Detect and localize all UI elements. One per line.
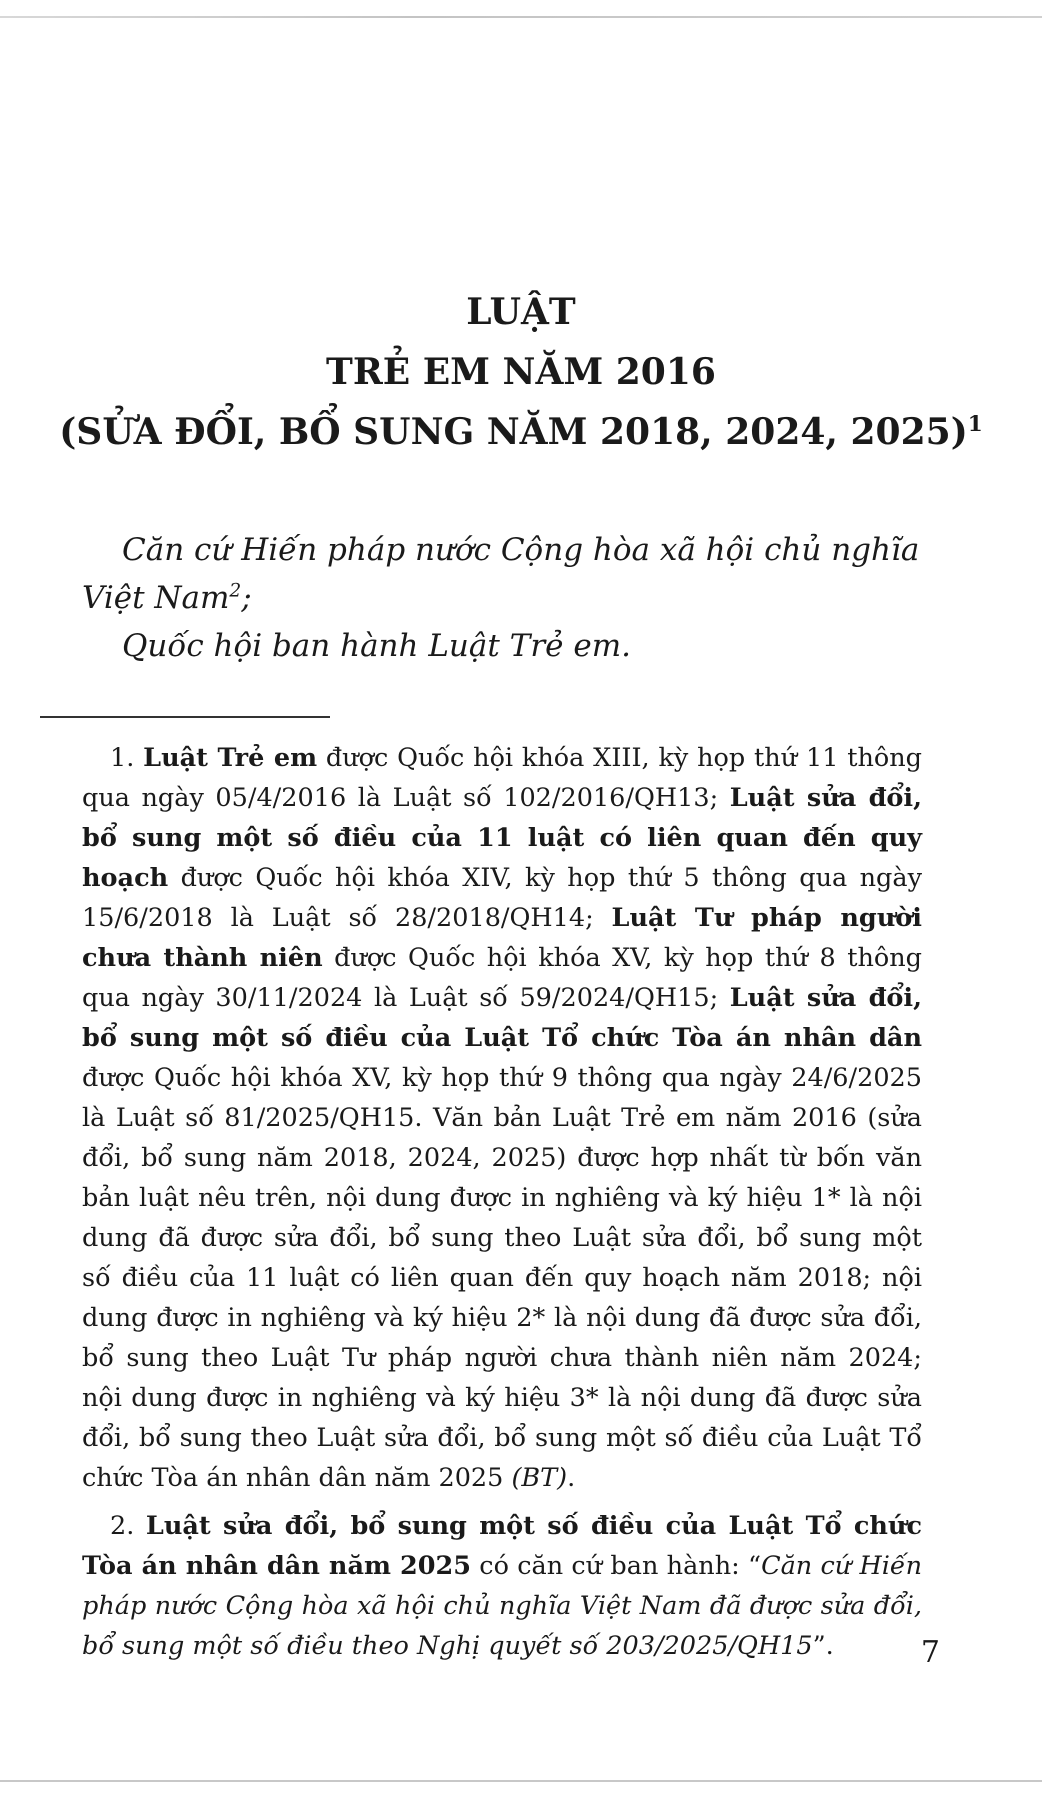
footnote-1 [82, 738, 922, 1498]
title-line-2: TRẺ EM NĂM 2016 [326, 351, 716, 393]
footnote-1-italic: (BT) [511, 1463, 568, 1493]
law-title [40, 282, 1002, 462]
footnote-1-bold-3: Luật Tư pháp người chưa thành niên [82, 903, 922, 973]
footnote-2-text-2: ”. [812, 1631, 834, 1661]
footnote-separator [40, 716, 330, 718]
footnote-ref-1: 1 [967, 412, 983, 437]
footnote-1-bold-1: Luật Trẻ em [143, 743, 318, 773]
footnote-2-bold: Luật sửa đổi, bổ sung một số điều của Luật Tổ chức Tòa án nhân dân năm 2025 [82, 1511, 923, 1581]
page-number: 7 [920, 1635, 940, 1670]
footnote-1-text-2: được Quốc hội khóa XIV, kỳ họp thứ 5 thông qua ngày 15/6/2018 là Luật số 28/2018/QH14; [82, 863, 922, 933]
footnote-2 [82, 1506, 922, 1666]
footnotes [82, 738, 922, 1674]
footnote-ref-2: 2 [229, 580, 242, 602]
footnote-2-number: 2. [110, 1511, 146, 1541]
footnote-1-text-4: được Quốc hội khóa XV, kỳ họp thứ 9 thông qua ngày 24/6/2025 là Luật số 81/2025/QH15. Văn bản Luật Trẻ em năm 2016 (sửa đổi, bổ sung năm 2018, 2024, 2025) được hợp nhất từ bốn văn bản luật nêu trên, nội dung được in nghiêng và ký hiệu 1* là nội dung đã được sửa đổi, bổ sung theo Luật sửa đổi, bổ sung một số điều của 11 luật có liên quan đến quy hoạch năm 2018; nội dung được in nghiêng và ký hiệu 2* là nội dung đã được sửa đổi, bổ sung theo Luật Tư pháp người chưa thành niên năm 2024; nội dung được in nghiêng và ký hiệu 3* là nội dung đã được sửa đổi, bổ sung theo Luật sửa đổi, bổ sung một số điều của Luật Tổ chức Tòa án nhân dân năm 2025 [82, 1063, 922, 1493]
preamble-country: Việt Nam [82, 580, 230, 616]
preamble-line-2 [82, 574, 932, 622]
bottom-page-edge [0, 1780, 1042, 1782]
footnote-1-text-3: được Quốc hội khóa XV, kỳ họp thứ 8 thông qua ngày 30/11/2024 là Luật số 59/2024/QH15; [82, 943, 922, 1013]
footnote-1-bold-2: Luật sửa đổi, bổ sung một số điều của 11 luật có liên quan đến quy hoạch [82, 783, 922, 893]
preamble [82, 526, 932, 670]
preamble-line-3: Quốc hội ban hành Luật Trẻ em. [122, 628, 631, 664]
preamble-line-2-end: ; [241, 580, 252, 616]
title-line-1: LUẬT [466, 291, 576, 333]
footnote-2-quote: Căn cứ Hiến pháp nước Cộng hòa xã hội chủ nghĩa Việt Nam đã được sửa đổi, bổ sung một số điều theo Nghị quyết số 203/2025/QH15 [82, 1551, 923, 1661]
title-line-3 [40, 402, 1002, 462]
title-amendment-text: (SỬA ĐỔI, BỔ SUNG NĂM 2018, 2024, 2025) [59, 411, 968, 453]
footnote-2-text-1: có căn cứ ban hành: “ [471, 1551, 762, 1581]
footnote-1-text-5: . [567, 1463, 576, 1493]
preamble-line-1: Căn cứ Hiến pháp nước Cộng hòa xã hội chủ nghĩa [122, 532, 920, 568]
footnote-1-number: 1. [110, 743, 144, 773]
footnote-1-bold-4: Luật sửa đổi, bổ sung một số điều của Luật Tổ chức Tòa án nhân dân [82, 983, 922, 1053]
footnote-1-text-1: được Quốc hội khóa XIII, kỳ họp thứ 11 thông qua ngày 05/4/2016 là Luật số 102/2016/QH13; [82, 743, 923, 813]
